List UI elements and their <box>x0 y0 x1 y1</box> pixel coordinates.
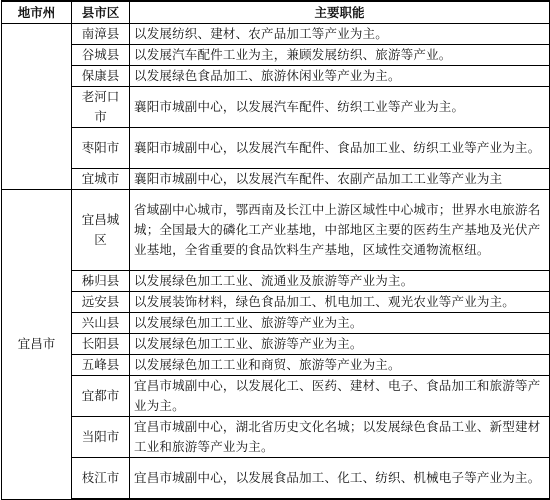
table-row <box>2 417 550 458</box>
table-row <box>2 376 550 417</box>
header-city: 地市州 <box>2 1 72 24</box>
county-cell: 当阳市 <box>72 417 130 458</box>
function-cell: 以发展汽车配件工业为主，兼顾发展纺织、旅游等产业。 <box>130 45 550 66</box>
table-row <box>2 24 550 45</box>
table-row <box>2 271 550 292</box>
function-cell: 宜昌市城副中心，以发展食品加工、化工、纺织、机械电子等产业为主。 <box>130 458 550 500</box>
table-body <box>2 24 550 500</box>
function-cell: 襄阳市城副中心，以发展汽车配件、农副产品加工工业等产业为主 <box>130 169 550 190</box>
table-row <box>2 190 550 271</box>
function-cell: 以发展纺织、建材、农产品加工等产业为主。 <box>130 24 550 45</box>
county-cell: 宜昌城区 <box>72 190 130 271</box>
table-row <box>2 87 550 128</box>
function-cell: 以发展装饰材料，绿色食品加工、机电加工、观光农业等产业为主。 <box>130 292 550 313</box>
header-function: 主要职能 <box>130 1 550 24</box>
function-cell: 省域副中心城市，鄂西南及长江中上游区域性中心城市；世界水电旅游名城；全国最大的磷化工产业基地，中部地区主要的医药生产基地及光伏产业基地，全省重要的食品饮料生产基地，区域性交通物流枢纽。 <box>130 190 550 271</box>
county-cell: 长阳县 <box>72 334 130 355</box>
county-cell: 枣阳市 <box>72 128 130 169</box>
county-cell: 保康县 <box>72 66 130 87</box>
table-row <box>2 45 550 66</box>
table-row <box>2 313 550 334</box>
function-cell: 以发展绿色加工工业、流通业及旅游等产业为主。 <box>130 271 550 292</box>
county-cell: 宜都市 <box>72 376 130 417</box>
function-cell: 以发展绿色加工工业和商贸、旅游等产业为主。 <box>130 355 550 376</box>
function-cell: 襄阳市城副中心，以发展汽车配件、纺织工业等产业为主。 <box>130 87 550 128</box>
function-cell: 宜昌市城副中心，以发展化工、医药、建材、电子、食品加工和旅游等产业为主。 <box>130 376 550 417</box>
table-row <box>2 458 550 500</box>
county-cell: 宜城市 <box>72 169 130 190</box>
county-cell: 谷城县 <box>72 45 130 66</box>
table-row <box>2 66 550 87</box>
table-row <box>2 292 550 313</box>
city-cell: 宜昌市 <box>2 190 72 500</box>
header-row <box>2 1 550 24</box>
table-row <box>2 334 550 355</box>
county-cell: 老河口市 <box>72 87 130 128</box>
table-row <box>2 169 550 190</box>
county-cell: 远安县 <box>72 292 130 313</box>
function-cell: 宜昌市城副中心，湖北省历史文化名城；以发展绿色食品工业、新型建材工业和旅游等产业为主。 <box>130 417 550 458</box>
county-cell: 枝江市 <box>72 458 130 500</box>
county-cell: 南漳县 <box>72 24 130 45</box>
table-row <box>2 355 550 376</box>
county-functions-table <box>1 0 550 500</box>
county-cell: 兴山县 <box>72 313 130 334</box>
table-row <box>2 128 550 169</box>
function-cell: 以发展绿色食品加工、旅游休闲业等产业为主。 <box>130 66 550 87</box>
county-cell: 秭归县 <box>72 271 130 292</box>
function-cell: 以发展绿色加工工业、旅游等产业为主。 <box>130 313 550 334</box>
city-cell <box>2 24 72 190</box>
function-cell: 襄阳市城副中心，以发展汽车配件、食品加工业、纺织工业等产业为主。 <box>130 128 550 169</box>
header-county: 县市区 <box>72 1 130 24</box>
function-cell: 以发展绿色加工工业、旅游等产业为主。 <box>130 334 550 355</box>
county-cell: 五峰县 <box>72 355 130 376</box>
